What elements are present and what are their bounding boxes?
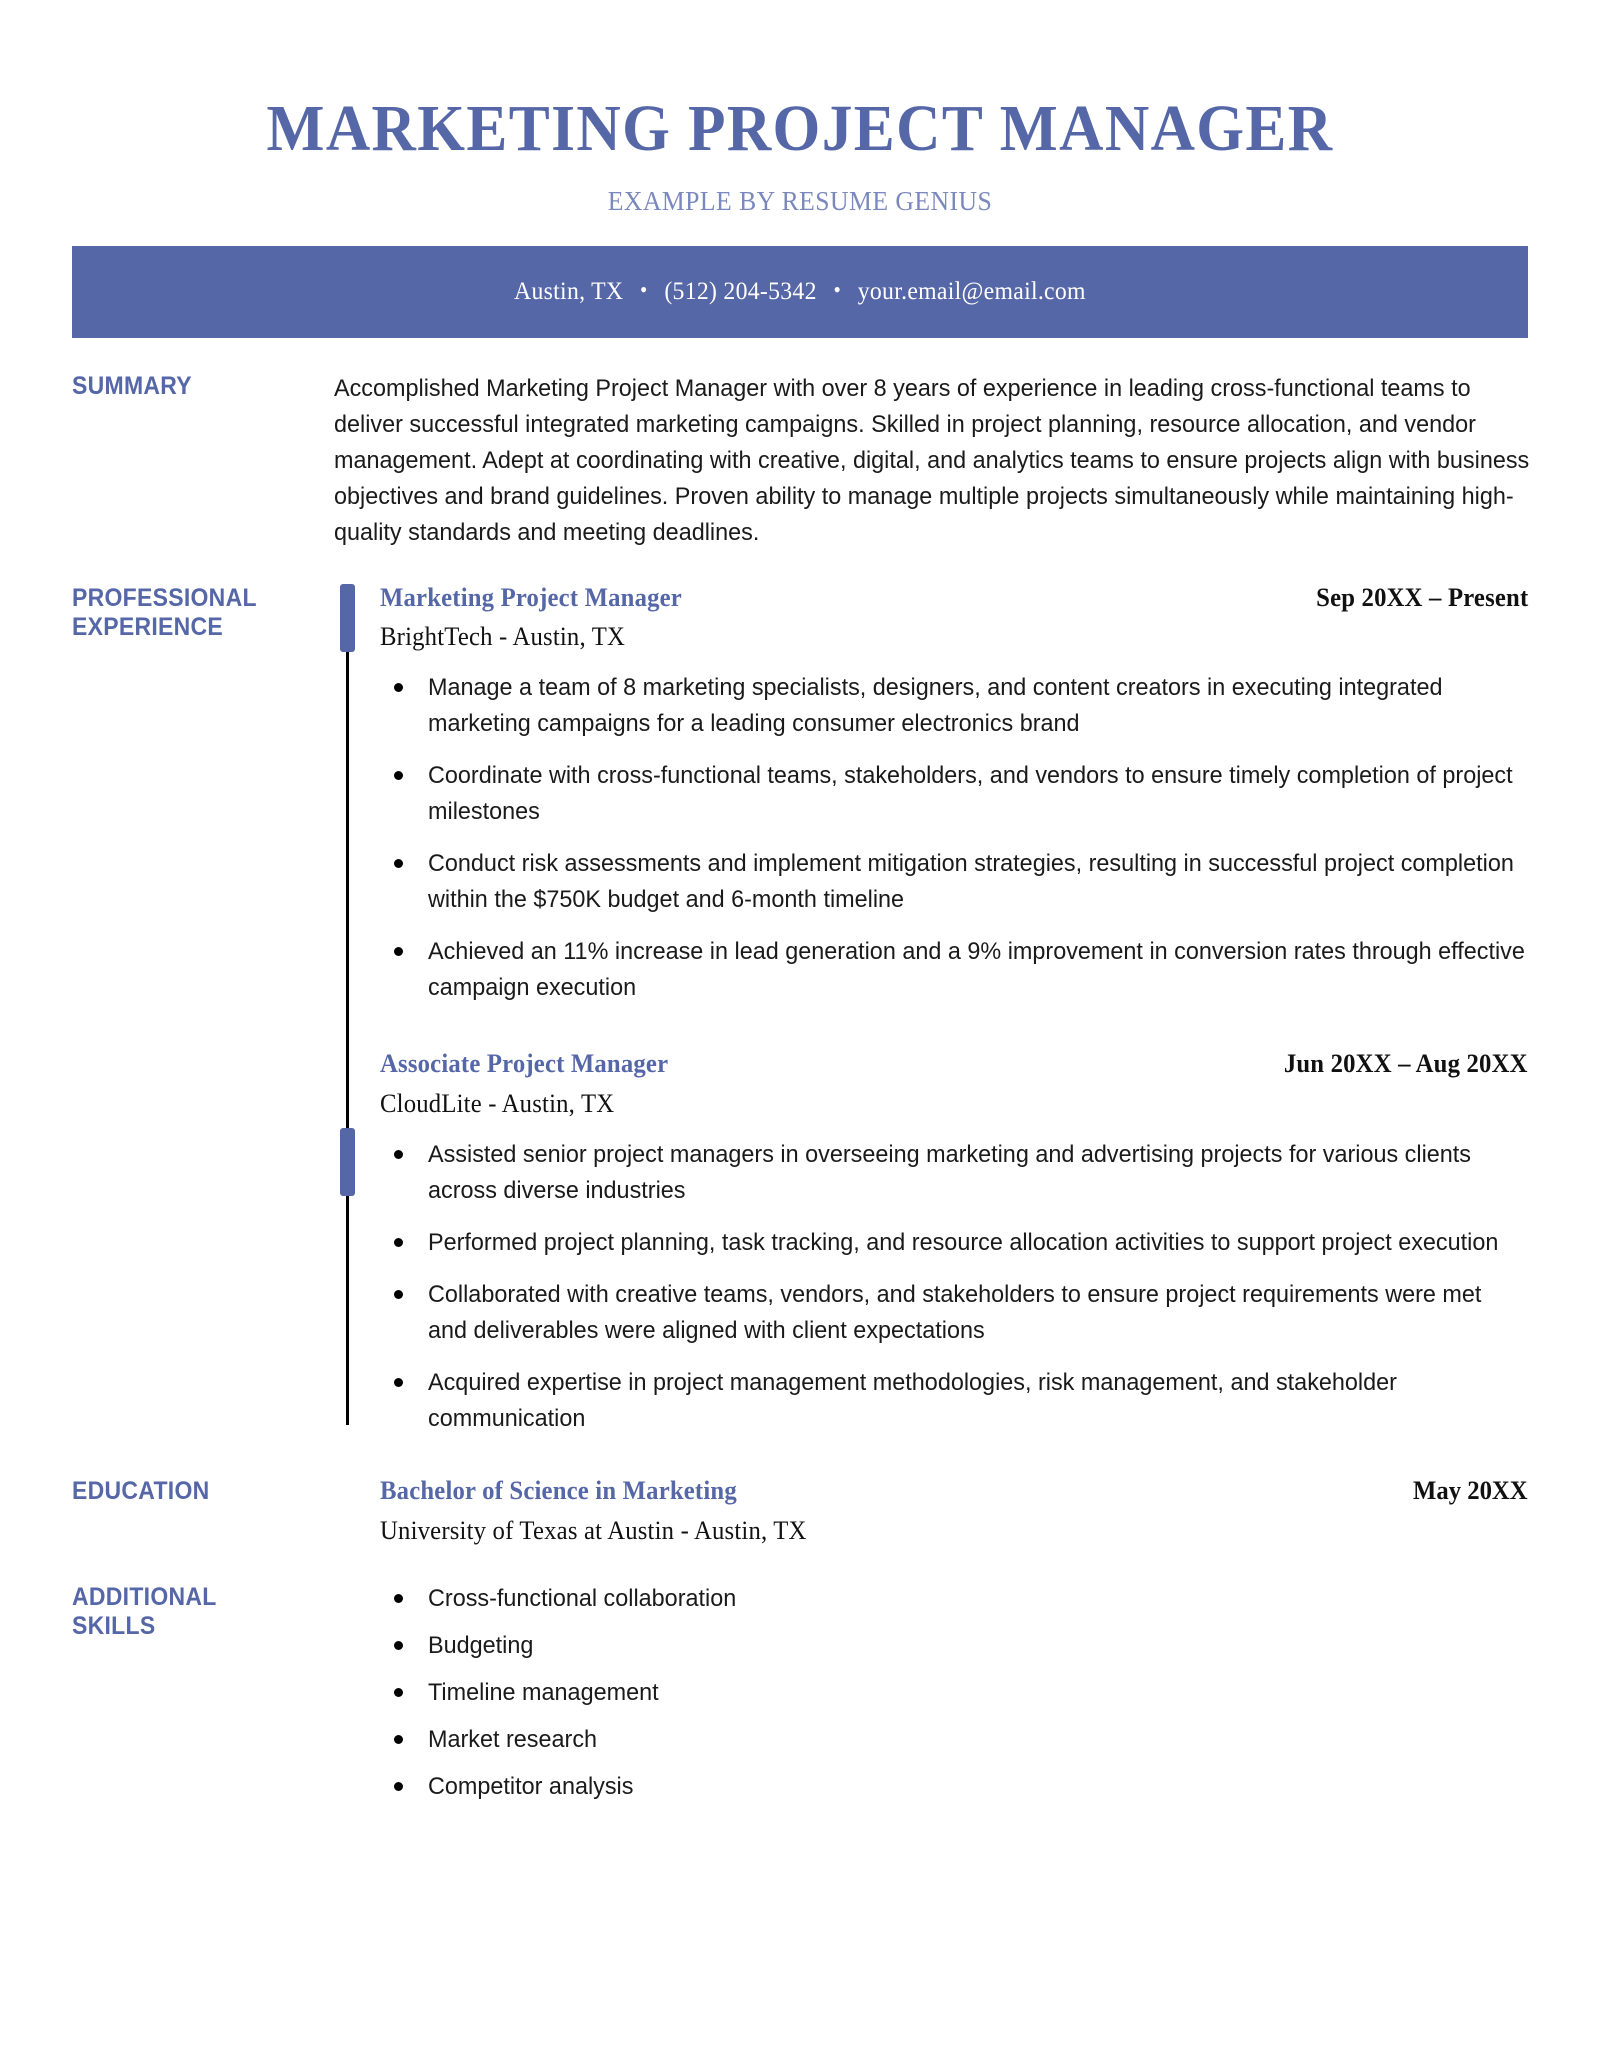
- skills-content: [334, 1581, 1528, 1805]
- list-item: [380, 758, 1528, 830]
- experience-content: [334, 582, 1528, 1437]
- timeline-marker-job-2: [340, 1128, 355, 1196]
- list-item: [380, 846, 1528, 918]
- list-item: [380, 1722, 1528, 1758]
- bullet-text: Manage a team of 8 marketing specialists, designers, and content creators in executing integrated marketing campaigns for a leading consumer electronics brand: [428, 674, 1443, 738]
- summary-label-col: [72, 371, 334, 401]
- list-item: [380, 1137, 1528, 1209]
- timeline-marker-job-1: [340, 584, 355, 652]
- bullet-text: Assisted senior project managers in overseeing marketing and advertising projects for various clients across diverse industries: [428, 1140, 1471, 1204]
- bullet-dot-icon: [394, 1238, 403, 1247]
- job-date-range: Sep 20XX – Present: [1315, 583, 1528, 612]
- bullet-text: Performed project planning, task tracking, and resource allocation activities to support project execution: [428, 1228, 1499, 1256]
- section-heading-skills-line2: SKILLS: [72, 1612, 156, 1641]
- job-organization: BrightTech - Austin, TX: [380, 622, 626, 652]
- education-date: May 20XX: [1413, 1475, 1528, 1505]
- bullet-text: Collaborated with creative teams, vendors, and stakeholders to ensure project requirements were met and deliverables were aligned with client expectations: [428, 1280, 1482, 1344]
- list-item: [380, 1277, 1528, 1349]
- bullet-dot-icon: [394, 1641, 403, 1650]
- skills-indent-spacer: [334, 1581, 380, 1805]
- list-item: [380, 670, 1528, 742]
- job-title: Marketing Project Manager: [380, 583, 682, 612]
- skill-text: Competitor analysis: [428, 1773, 634, 1801]
- skills-section: [72, 1546, 1528, 1865]
- education-content: [334, 1475, 1528, 1546]
- skills-list-wrap: [380, 1581, 1528, 1805]
- education-header: [380, 1475, 1528, 1506]
- summary-section: [72, 338, 1528, 551]
- summary-content: [334, 371, 1528, 551]
- summary-paragraph: Accomplished Marketing Project Manager with over 8 years of experience in leading cross-functional teams to deliver successful integrated marketing campaigns. Skilled in project planning, resource allocation, and vendor management. Adept at coordinating with creative, digital, and analytics teams to ensure projects align with business objectives and brand guidelines. Proven ability to manage multiple projects simultaneously while maintaining high-quality standards and meeting deadlines.: [334, 375, 1530, 546]
- list-item: [380, 1581, 1528, 1617]
- contact-email: your.email@email.com: [857, 278, 1086, 305]
- education-indent-spacer: [334, 1475, 380, 1546]
- job-list: [380, 582, 1528, 1437]
- bullet-dot-icon: [394, 1594, 403, 1603]
- bullet-text: Achieved an 11% increase in lead generation and a 9% improvement in conversion rates through effective campaign execution: [428, 938, 1525, 1002]
- education-school: University of Texas at Austin - Austin, TX: [380, 1515, 807, 1545]
- job-header: [380, 582, 1528, 613]
- contact-line: [514, 278, 1086, 306]
- resume-body: [0, 338, 1600, 1865]
- contact-location: Austin, TX: [514, 278, 624, 305]
- job-header: [380, 1048, 1528, 1079]
- bullet-dot-icon: [394, 1150, 403, 1159]
- section-heading-experience-line1: PROFESSIONAL: [72, 584, 257, 612]
- experience-label-col: [72, 582, 334, 643]
- resume-header: [0, 0, 1600, 215]
- job-date-range: Jun 20XX – Aug 20XX: [1284, 1049, 1528, 1079]
- experience-timeline: [334, 582, 362, 1437]
- list-item: [380, 1365, 1528, 1437]
- contact-bar: [72, 246, 1528, 338]
- education-section: [72, 1437, 1528, 1546]
- education-degree: Bachelor of Science in Marketing: [380, 1475, 737, 1505]
- bullet-dot-icon: [394, 771, 403, 780]
- bullet-dot-icon: [394, 1290, 403, 1299]
- section-heading-experience-line2: EXPERIENCE: [72, 613, 224, 642]
- bullet-dot-icon: [394, 1688, 403, 1697]
- bullet-dot-icon: [394, 1782, 403, 1791]
- education-entry: [380, 1475, 1528, 1546]
- bullet-dot-icon: [394, 947, 403, 956]
- bullet-text: Conduct risk assessments and implement mitigation strategies, resulting in successful project completion within the $750K budget and 6-month timeline: [428, 850, 1514, 914]
- experience-section: [72, 551, 1528, 1437]
- bullet-dot-icon: [394, 1735, 403, 1744]
- job-entry: [380, 1048, 1528, 1436]
- skill-text: Timeline management: [428, 1679, 659, 1707]
- bullet-text: Coordinate with cross-functional teams, stakeholders, and vendors to ensure timely completion of project milestones: [428, 762, 1513, 826]
- list-item: [380, 1225, 1528, 1261]
- contact-separator-1: •: [640, 277, 648, 302]
- job-entry: [380, 582, 1528, 1006]
- section-heading-education: EDUCATION: [72, 1476, 210, 1505]
- bullet-dot-icon: [394, 1378, 403, 1387]
- skill-text: Budgeting: [428, 1632, 534, 1660]
- skills-label-col: [72, 1581, 334, 1642]
- contact-separator-2: •: [833, 277, 842, 302]
- timeline-line: [346, 586, 349, 1425]
- list-item: [380, 934, 1528, 1006]
- list-item: [380, 1769, 1528, 1805]
- bullet-dot-icon: [394, 859, 403, 868]
- job-bullet-list: [380, 1137, 1528, 1437]
- bullet-text: Acquired expertise in project management methodologies, risk management, and stakeholder communication: [428, 1368, 1397, 1432]
- page-title: MARKETING PROJECT MANAGER: [266, 92, 1334, 165]
- section-heading-summary: SUMMARY: [72, 372, 192, 400]
- job-bullet-list: [380, 670, 1528, 1006]
- resume-subtitle: EXAMPLE BY RESUME GENIUS: [607, 186, 993, 216]
- skill-text: Market research: [428, 1726, 598, 1754]
- skill-text: Cross-functional collaboration: [428, 1585, 737, 1613]
- job-title: Associate Project Manager: [380, 1049, 669, 1079]
- education-label-col: [72, 1475, 334, 1506]
- skills-list: [380, 1581, 1528, 1805]
- section-heading-skills-line1: ADDITIONAL: [72, 1583, 217, 1612]
- list-item: [380, 1628, 1528, 1664]
- job-organization: CloudLite - Austin, TX: [380, 1088, 615, 1118]
- bullet-dot-icon: [394, 683, 403, 692]
- list-item: [380, 1675, 1528, 1711]
- contact-phone: (512) 204-5342: [664, 278, 817, 305]
